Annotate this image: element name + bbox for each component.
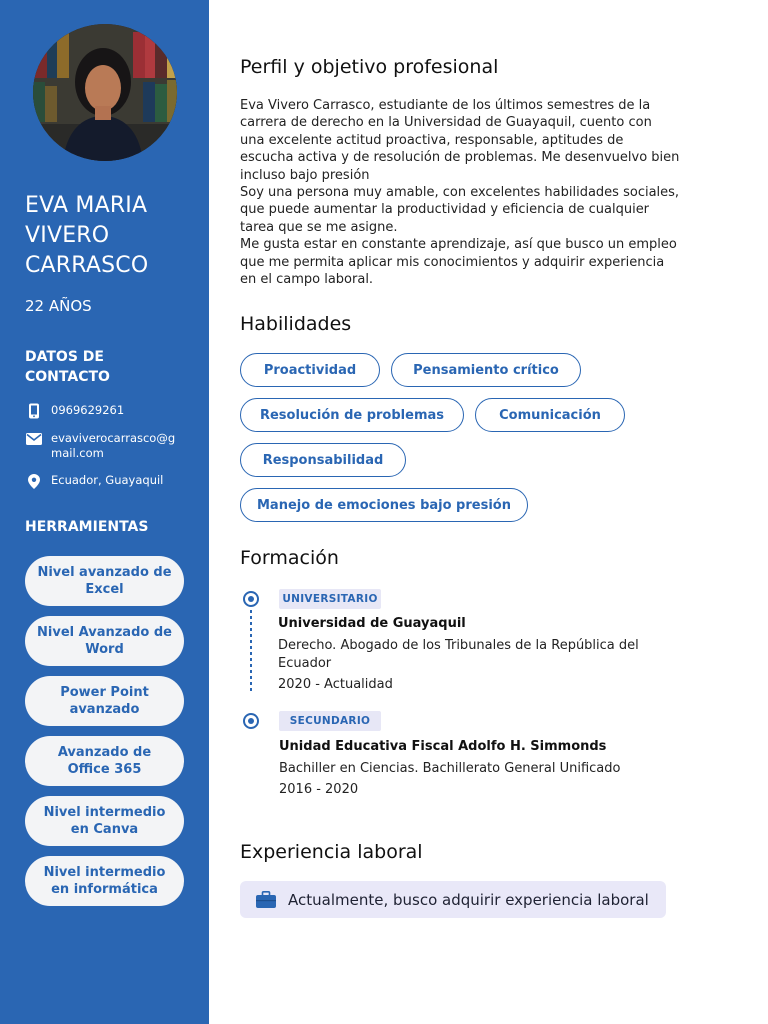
skill-tag: Resolución de problemas bbox=[240, 398, 464, 432]
profile-photo bbox=[33, 24, 177, 161]
profile-paragraph: Me gusta estar en constante aprendizaje, así que busco un empleo que me permita aplicar mis conocimientos y adquirir experiencia en el campo laboral. bbox=[240, 237, 677, 288]
education-period: 2020 - Actualidad bbox=[278, 677, 393, 692]
profile-paragraph: Soy una persona muy amable, con excelentes habilidades sociales, que puede aumentar la productividad y eficiencia de cualquier tarea que se me asigne. bbox=[240, 185, 680, 235]
experience-section-title: Experiencia laboral bbox=[240, 841, 423, 863]
tools-section-title: HERRAMIENTAS bbox=[25, 519, 149, 535]
contact-phone bbox=[25, 403, 186, 419]
profile-text bbox=[240, 97, 680, 288]
contact-email bbox=[25, 431, 186, 461]
skill-tag: Comunicación bbox=[475, 398, 625, 432]
phone-number: 0969629261 bbox=[51, 403, 125, 417]
mail-icon bbox=[25, 431, 43, 447]
person-age: 22 AÑOS bbox=[25, 297, 92, 315]
email-address[interactable]: evaviverocarrasco@gmail.com bbox=[51, 431, 176, 460]
briefcase-icon bbox=[256, 891, 278, 909]
timeline-dot bbox=[243, 591, 259, 607]
education-section-title: Formación bbox=[240, 547, 339, 569]
skill-tag: Responsabilidad bbox=[240, 443, 406, 477]
skill-tag: Manejo de emociones bajo presión bbox=[240, 488, 528, 522]
tool-item: Nivel intermedio en Canva bbox=[25, 796, 184, 846]
experience-text: Actualmente, busco adquirir experiencia laboral bbox=[288, 890, 649, 909]
phone-icon bbox=[25, 403, 43, 419]
contact-section-title: DATOS DE CONTACTO bbox=[25, 349, 110, 385]
skills-section-title: Habilidades bbox=[240, 313, 352, 335]
contact-location bbox=[25, 473, 186, 489]
skill-tag: Pensamiento crítico bbox=[391, 353, 581, 387]
location-pin-icon bbox=[25, 473, 43, 489]
education-level-badge: UNIVERSITARIO bbox=[279, 589, 381, 609]
tool-item: Nivel avanzado de Excel bbox=[25, 556, 184, 606]
tool-item: Nivel Avanzado de Word bbox=[25, 616, 184, 666]
profile-section-title: Perfil y objetivo profesional bbox=[240, 56, 499, 78]
skill-tag: Proactividad bbox=[240, 353, 380, 387]
timeline-dot bbox=[243, 713, 259, 729]
location-text: Ecuador, Guayaquil bbox=[51, 473, 164, 487]
tool-item: Power Point avanzado bbox=[25, 676, 184, 726]
timeline-line bbox=[250, 610, 252, 692]
tool-item: Avanzado de Office 365 bbox=[25, 736, 184, 786]
education-description: Derecho. Abogado de los Tribunales de la República del Ecuador bbox=[278, 638, 639, 671]
sidebar bbox=[0, 0, 209, 1024]
person-name: EVA MARIA VIVERO CARRASCO bbox=[25, 193, 149, 278]
profile-paragraph: Eva Vivero Carrasco, estudiante de los últimos semestres de la carrera de derecho en la Universidad de Guayaquil, cuento con una excelente actitud proactiva, responsable, aptitudes de escucha activa y de resolución de problemas. Me desenvuelvo bien incluso bajo presión bbox=[240, 98, 680, 183]
education-level-badge: SECUNDARIO bbox=[279, 711, 381, 731]
education-institution: Universidad de Guayaquil bbox=[278, 616, 466, 631]
tool-item: Nivel intermedio en informática bbox=[25, 856, 184, 906]
education-description: Bachiller en Ciencias. Bachillerato General Unificado bbox=[279, 761, 621, 776]
education-period: 2016 - 2020 bbox=[279, 782, 359, 797]
education-institution: Unidad Educativa Fiscal Adolfo H. Simmonds bbox=[279, 739, 607, 754]
experience-box bbox=[240, 881, 666, 918]
